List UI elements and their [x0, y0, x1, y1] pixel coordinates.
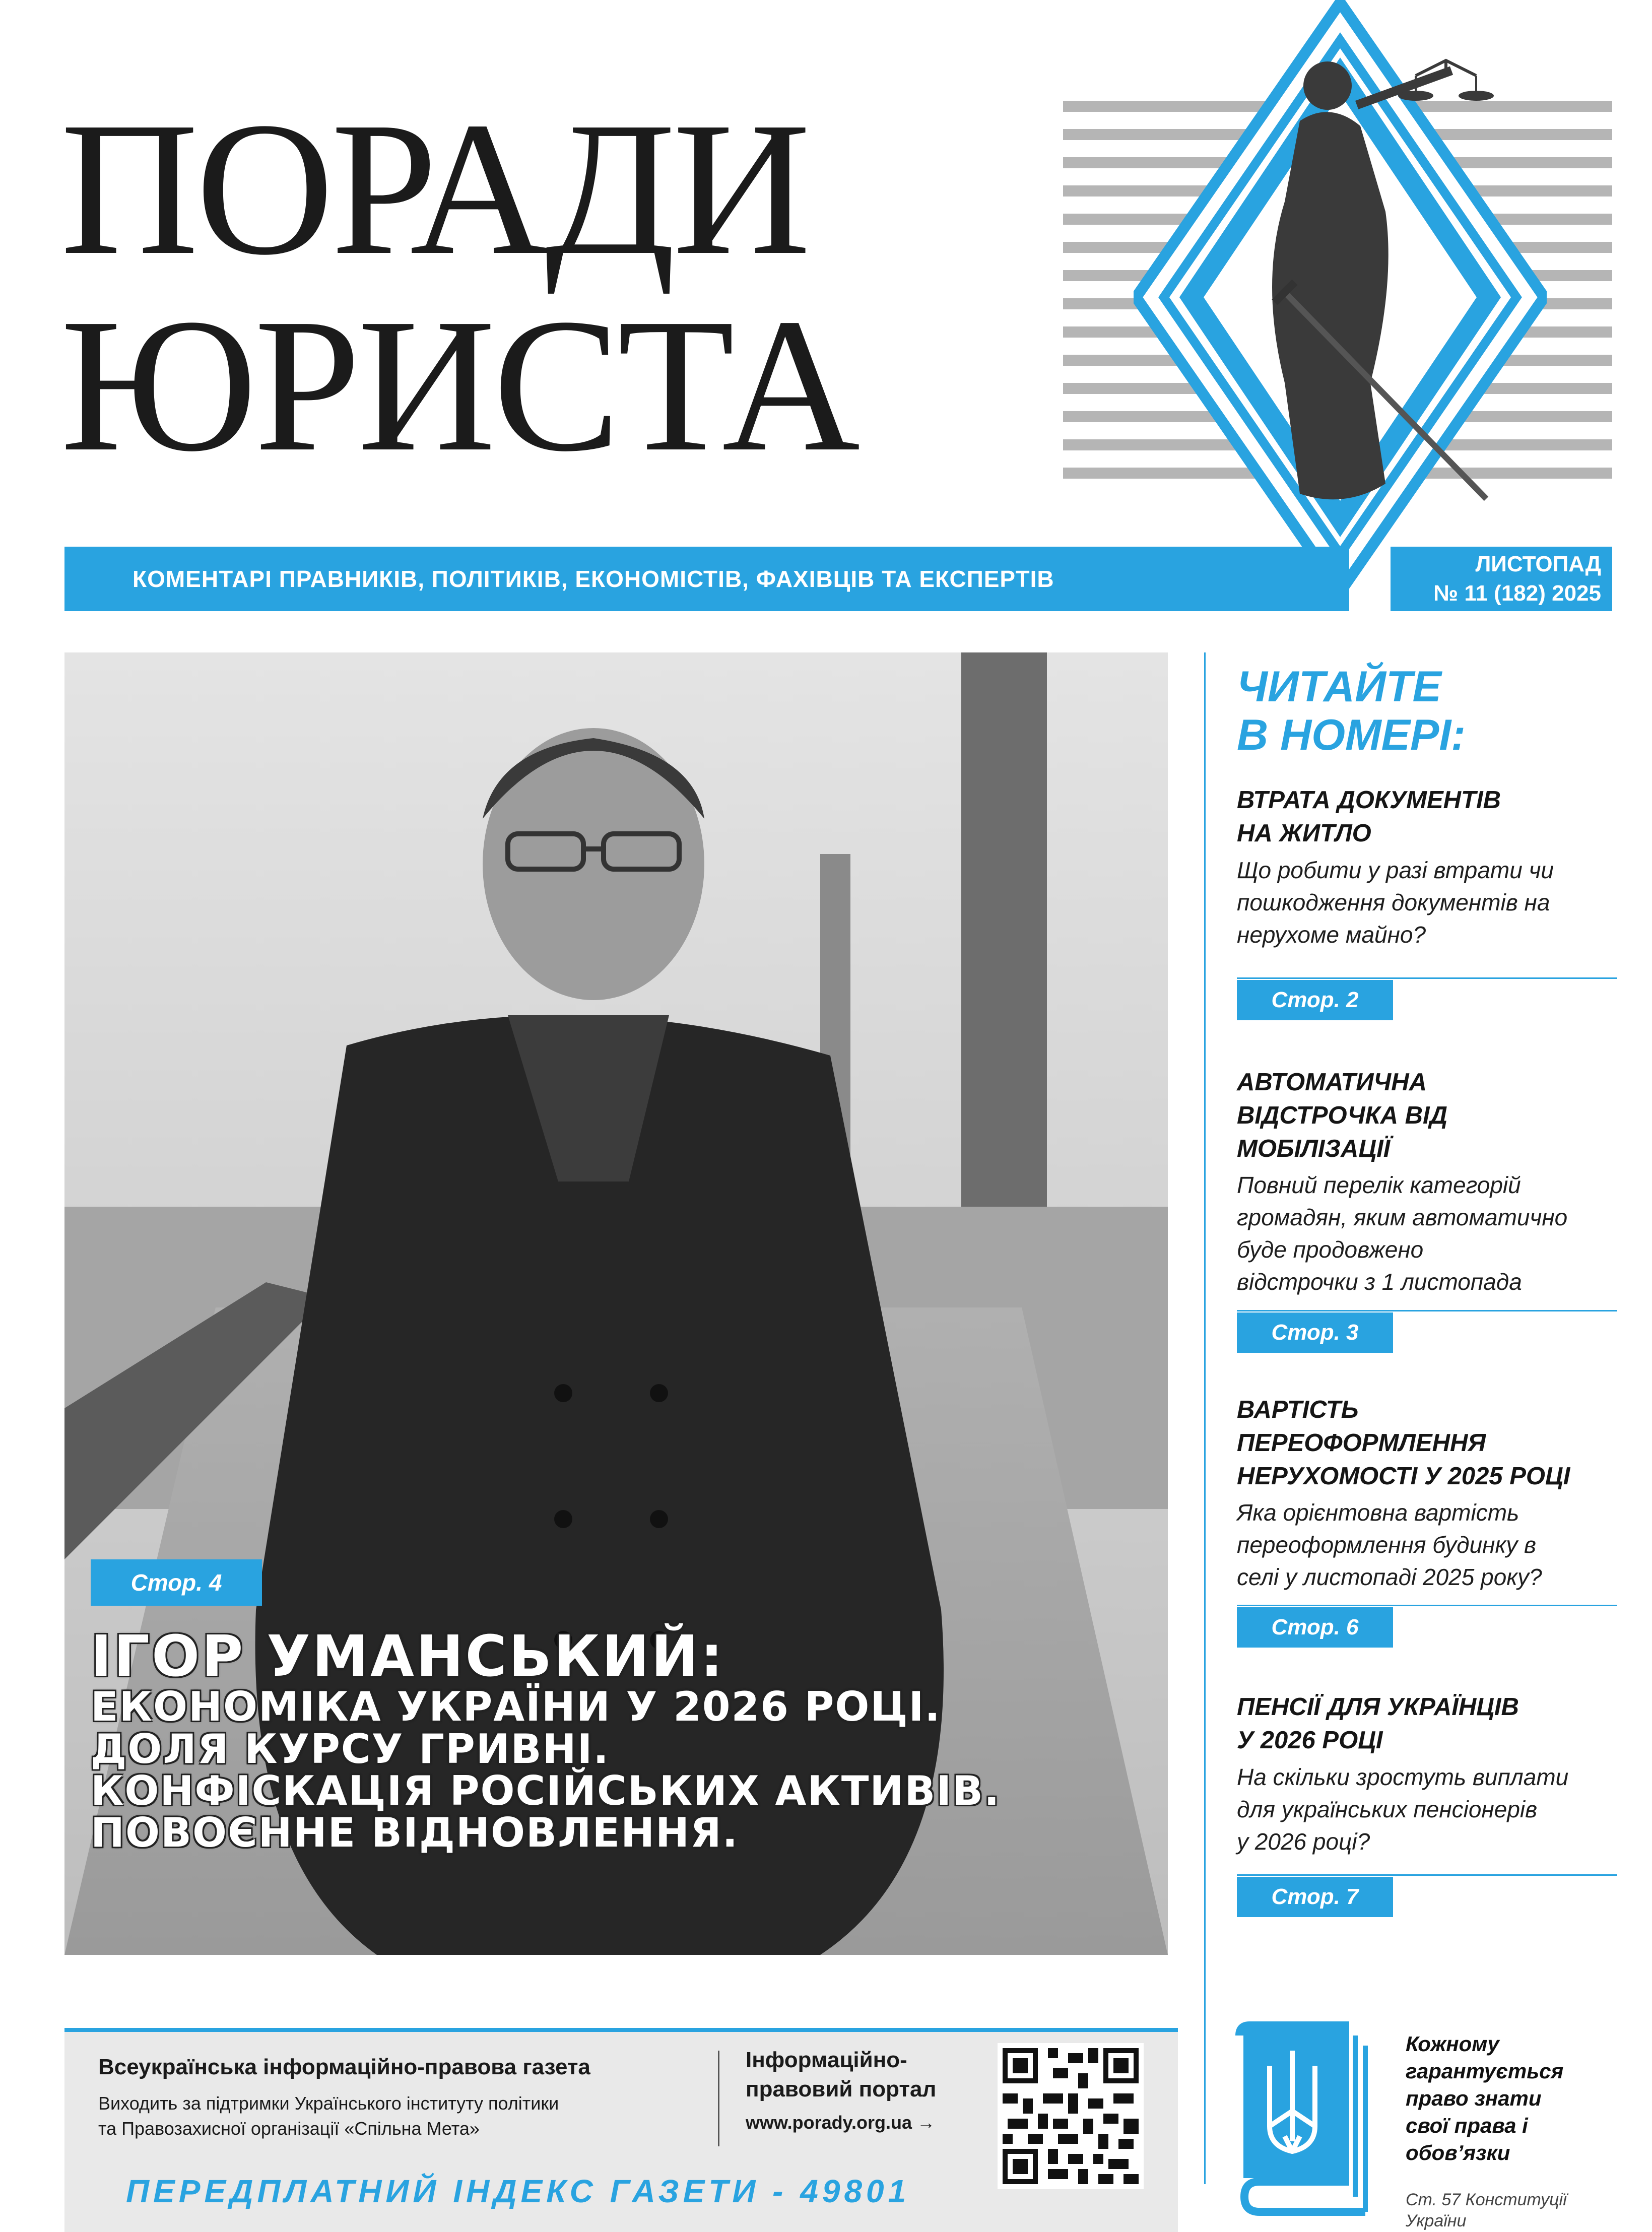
article-title: [1237, 1690, 1620, 1757]
article-desc-line: відстрочки з 1 листопада: [1237, 1269, 1522, 1295]
portal-title-line: правовий портал: [746, 2077, 937, 2102]
article-divider: [1237, 977, 1617, 979]
article-desc: [1237, 854, 1635, 951]
article-desc-line: Яка орієнтовна вартість: [1237, 1499, 1519, 1526]
issue-month: ЛИСТОПАД: [1475, 552, 1601, 576]
article-divider: [1237, 1605, 1617, 1606]
article-desc: [1237, 1169, 1635, 1298]
article-title-line: ПЕНСІЇ ДЛЯ УКРАЇНЦІВ: [1237, 1693, 1519, 1721]
article-title: [1237, 1066, 1620, 1165]
article-desc-line: пошкодження документів на: [1237, 889, 1550, 915]
constitution-quote: [1406, 2030, 1617, 2167]
article-page-tag[interactable]: Стор. 6: [1237, 1607, 1393, 1648]
quote-source: [1406, 2189, 1607, 2231]
support-text: [98, 2091, 728, 2141]
support-line: та Правозахисної організації «Спільна Мета»: [98, 2118, 480, 2139]
portal-title: [746, 2046, 987, 2104]
article-title-line: ВІДСТРОЧКА ВІД: [1237, 1102, 1448, 1129]
trident-book-icon: [1229, 2015, 1380, 2227]
headline-line: ПОВОЄННЕ ВІДНОВЛЕННЯ.: [91, 1809, 739, 1857]
quote-line: свої права і: [1406, 2114, 1528, 2137]
article-desc-line: селі у листопаді 2025 року?: [1237, 1564, 1542, 1590]
headline-line: ЕКОНОМІКА УКРАЇНИ У 2026 РОЦІ.: [91, 1683, 941, 1731]
article-desc: [1237, 1496, 1635, 1593]
sidebar-heading: [1237, 663, 1466, 759]
article-page-tag[interactable]: Стор. 3: [1237, 1312, 1393, 1353]
quote-line: право знати: [1406, 2086, 1542, 2110]
article-title: [1237, 783, 1620, 850]
article-title-line: НА ЖИТЛО: [1237, 820, 1371, 847]
article-desc-line: громадян, яким автоматично: [1237, 1204, 1568, 1230]
masthead-title-line1: ПОРАДИ: [60, 83, 808, 295]
headline-line: ДОЛЯ КУРСУ ГРИВНІ.: [91, 1725, 610, 1773]
sidebar-heading-line: В НОМЕРІ:: [1237, 711, 1466, 759]
quote-line: Кожному: [1406, 2032, 1499, 2056]
article-desc-line: нерухоме майно?: [1237, 922, 1426, 948]
article-desc-line: у 2026 році?: [1237, 1828, 1370, 1855]
issue-info: [1391, 547, 1612, 611]
article-title: [1237, 1393, 1620, 1493]
article-page-tag[interactable]: Стор. 2: [1237, 980, 1393, 1020]
masthead-title-line2: ЮРИСТА: [60, 279, 857, 491]
support-line: Виходить за підтримки Українського інституту політики: [98, 2093, 559, 2114]
sidebar-divider: [1204, 652, 1206, 2184]
portal-title-line: Інформаційно-: [746, 2048, 907, 2072]
headline-line: КОНФІСКАЦІЯ РОСІЙСЬКИХ АКТИВІВ.: [91, 1767, 1001, 1814]
cover-page-tag[interactable]: Стор. 4: [91, 1559, 262, 1606]
article-page-tag[interactable]: Стор. 7: [1237, 1877, 1393, 1917]
cover-headline: [91, 1624, 1001, 1857]
quote-source-line: України: [1406, 2211, 1467, 2230]
article-desc-line: переоформлення будинку в: [1237, 1532, 1536, 1558]
article-desc-line: На скільки зростуть виплати: [1237, 1764, 1569, 1790]
article-title-line: ВТРАТА ДОКУМЕНТІВ: [1237, 786, 1501, 814]
themis-justice-icon: [1134, 0, 1547, 595]
portal-link[interactable]: www.porady.org.ua →: [746, 2112, 936, 2133]
article-title-line: У 2026 РОЦІ: [1237, 1727, 1383, 1754]
headline-name: ІГОР УМАНСЬКИЙ:: [91, 1624, 725, 1689]
sidebar-heading-line: ЧИТАЙТЕ: [1237, 663, 1441, 711]
article-title-line: ПЕРЕОФОРМЛЕННЯ: [1237, 1429, 1486, 1457]
subscription-index: ПЕРЕДПЛАТНИЙ ІНДЕКС ГАЗЕТИ - 49801: [126, 2173, 910, 2209]
quote-line: обов’язки: [1406, 2141, 1510, 2164]
qr-code-icon[interactable]: [998, 2043, 1144, 2189]
article-desc-line: Повний перелік категорій: [1237, 1172, 1521, 1198]
article-title-line: НЕРУХОМОСТІ У 2025 РОЦІ: [1237, 1463, 1570, 1490]
article-desc-line: для українських пенсіонерів: [1237, 1796, 1538, 1822]
article-divider: [1237, 1874, 1617, 1876]
article-desc-line: буде продовжено: [1237, 1236, 1424, 1263]
issue-number: № 11 (182) 2025: [1433, 581, 1601, 606]
article-desc: [1237, 1761, 1635, 1858]
article-divider: [1237, 1310, 1617, 1311]
tagline-bar: КОМЕНТАРІ ПРАВНИКІВ, ПОЛІТИКІВ, ЕКОНОМІСТІВ, ФАХІВЦІВ ТА ЕКСПЕРТІВ: [64, 547, 1349, 611]
quote-source-line: Ст. 57 Конституції: [1406, 2190, 1567, 2209]
article-title-line: ВАРТІСТЬ: [1237, 1396, 1359, 1423]
article-title-line: АВТОМАТИЧНА: [1237, 1069, 1427, 1096]
footer-divider: [718, 2051, 719, 2146]
newspaper-type: Всеукраїнська інформаційно-правова газета: [98, 2055, 590, 2079]
article-desc-line: Що робити у разі втрати чи: [1237, 857, 1554, 883]
quote-line: гарантується: [1406, 2059, 1564, 2083]
article-title-line: МОБІЛІЗАЦІЇ: [1237, 1135, 1391, 1162]
